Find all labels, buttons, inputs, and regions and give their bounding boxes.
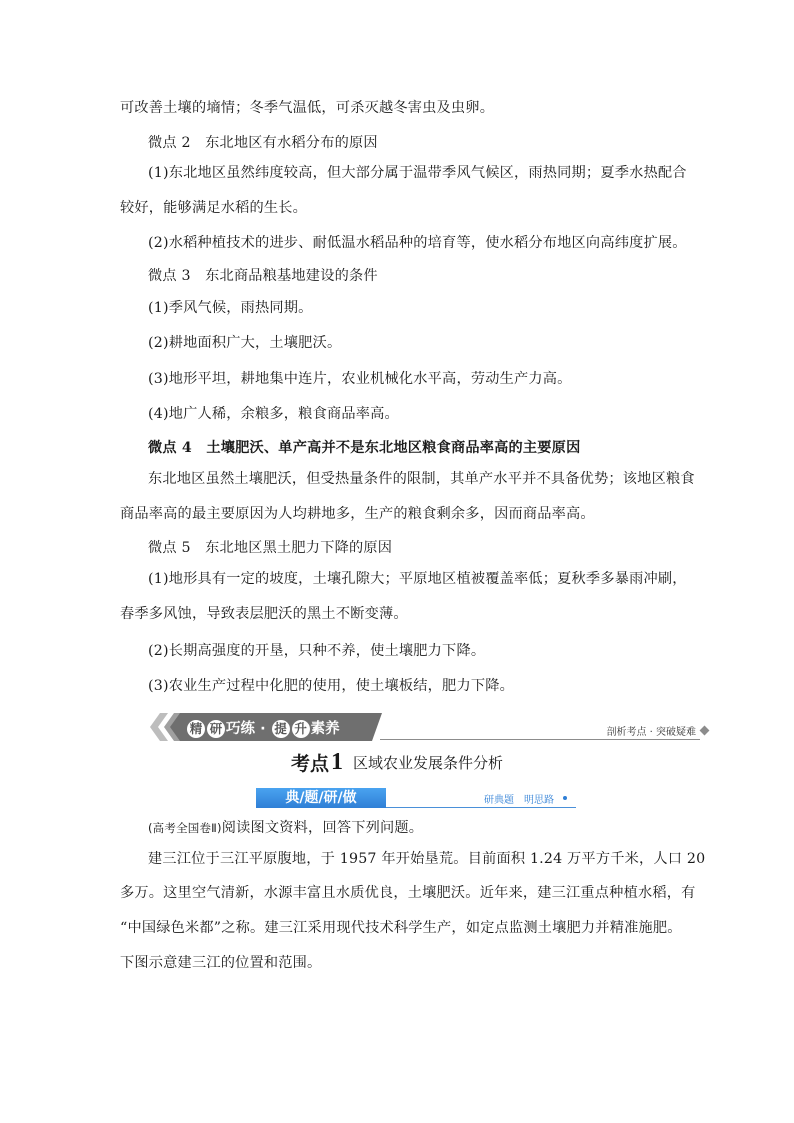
sub-banner-rule	[386, 807, 576, 808]
point-heading-4: 微点 4 土壤肥沃、单产高并不是东北地区粮食商品率高的主要原因	[148, 440, 581, 456]
paragraph-line: 建三江位于三江平原腹地，于 1957 年开始垦荒。目前面积 1.24 万平方千米，人口 20	[148, 851, 706, 867]
point-heading-3: 微点 3 东北商品粮基地建设的条件	[148, 268, 378, 284]
paragraph-line: 东北地区虽然土壤肥沃，但受热量条件的限制，其单产水平并不具备优势；该地区粮食	[148, 471, 695, 487]
point-heading-2: 微点 2 东北地区有水稻分布的原因	[148, 135, 378, 151]
section-banner	[150, 713, 710, 743]
sub-banner-title: 典/题/研/做	[285, 790, 357, 806]
source-tag: (高考全国卷Ⅱ)	[148, 821, 222, 835]
banner-char: 提	[272, 720, 290, 738]
paragraph-line: 商品率高的最主要原因为人均耕地多，生产的粮食剩余多，因而商品率高。	[120, 506, 595, 522]
banner-dot: ·	[260, 721, 266, 737]
kaodian-heading	[0, 749, 794, 776]
dot-icon	[563, 796, 567, 800]
paragraph-line: 下图示意建三江的位置和范围。	[120, 955, 322, 971]
paragraph-line: (1)季风气候，雨热同期。	[148, 300, 313, 316]
banner-text-part: 巧练	[226, 721, 255, 737]
diamond-icon	[700, 726, 710, 736]
banner-rule	[380, 739, 700, 740]
paragraph-line: 可改善土壤的墒情；冬季气温低，可杀灭越冬害虫及虫卵。	[120, 100, 495, 116]
kaodian-number: 1	[331, 749, 343, 775]
paragraph-line: 春季多风蚀，导致表层肥沃的黑土不断变薄。	[120, 606, 408, 622]
sub-banner-subtitle: 研典题 明思路	[484, 795, 554, 806]
banner-char: 研	[207, 720, 225, 738]
kaodian-label: 考点	[290, 753, 329, 775]
question-intro-text: 阅读图文资料，回答下列问题。	[221, 820, 424, 836]
question-intro	[148, 818, 423, 838]
point-heading-5: 微点 5 东北地区黑土肥力下降的原因	[148, 540, 393, 556]
sub-banner	[256, 786, 576, 810]
paragraph-line: (1)地形具有一定的坡度，土壤孔隙大；平原地区植被覆盖率低；夏秋季多暴雨冲刷，	[148, 571, 687, 587]
paragraph-line: (2)长期高强度的开垦，只种不养，使土壤肥力下降。	[148, 643, 486, 659]
banner-char: 升	[292, 720, 310, 738]
paragraph-line: (4)地广人稀，余粮多，粮食商品率高。	[148, 406, 399, 422]
paragraph-line: “中国绿色米都”之称。建三江采用现代技术科学生产，如定点监测土壤肥力并精准施肥。	[120, 920, 682, 936]
banner-title	[186, 717, 340, 738]
paragraph-line: (3)地形平坦，耕地集中连片，农业机械化水平高，劳动生产力高。	[148, 371, 572, 387]
banner-subtitle: 剖析考点 · 突破疑难	[606, 727, 696, 738]
paragraph-line: (2)水稻种植技术的进步、耐低温水稻品种的培育等，使水稻分布地区向高纬度扩展。	[148, 235, 687, 251]
kaodian-title: 区域农业发展条件分析	[353, 754, 504, 772]
paragraph-line: (3)农业生产过程中化肥的使用，使土壤板结，肥力下降。	[148, 678, 514, 694]
banner-text-part: 素养	[310, 721, 340, 737]
paragraph-line: 较好，能够满足水稻的生长。	[120, 200, 308, 216]
paragraph-line: (1)东北地区虽然纬度较高，但大部分属于温带季风气候区，雨热同期；夏季水热配合	[148, 165, 687, 181]
paragraph-line: (2)耕地面积广大，土壤肥沃。	[148, 335, 342, 351]
banner-char: 精	[187, 720, 205, 738]
paragraph-line: 多万。这里空气清新，水源丰富且水质优良，土壤肥沃。近年来，建三江重点种植水稻，有	[120, 885, 696, 901]
